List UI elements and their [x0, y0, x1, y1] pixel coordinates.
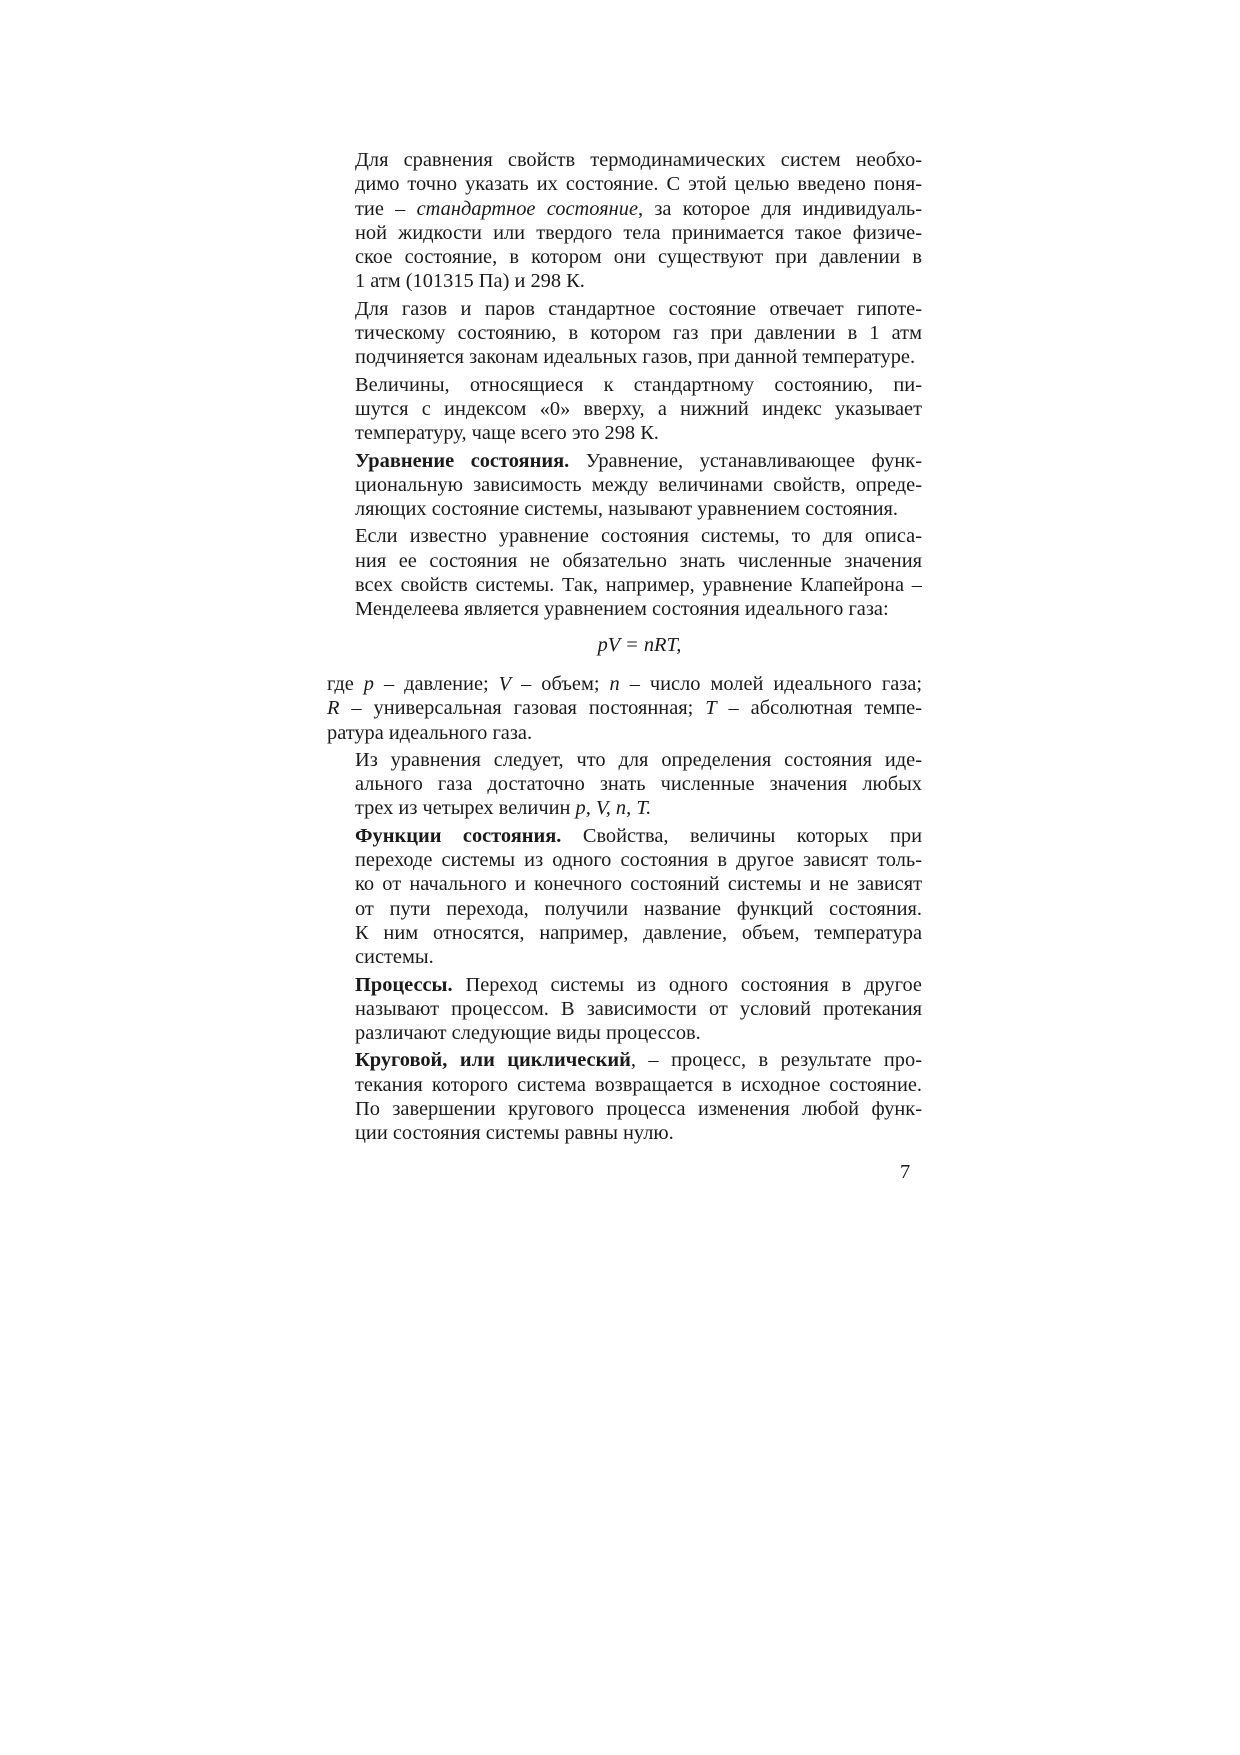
formula-ideal-gas: pV = nRT,: [597, 633, 682, 656]
text-line: [327, 696, 922, 720]
symbol-v: V: [498, 672, 512, 695]
text-run: , – процесс, в результате про-: [630, 1049, 922, 1072]
term-processes: Процессы.: [355, 973, 453, 996]
text-line: ляющих состояние системы, называют уравнением состояния.: [355, 498, 899, 521]
term-standard-state: стандартное состояние: [416, 197, 639, 220]
text-line: ское состояние, в котором они существуют при давлении в: [355, 246, 922, 269]
symbol-list: p, V, n, T.: [575, 797, 652, 820]
paragraph-consequence: [327, 748, 922, 821]
text-line: Если известно уравнение состояния системы, то для описа-: [355, 525, 922, 548]
text-line: [327, 796, 922, 820]
text-run: Свойства, величины которых при: [561, 824, 922, 847]
text-run: Переход системы из одного состояния в другое: [452, 973, 922, 996]
page-number: 7: [900, 1161, 911, 1183]
text-run: – абсолютная темпе-: [716, 697, 923, 720]
text-line: Для сравнения свойств термодинамических систем необхо-: [355, 149, 922, 171]
paragraph-processes: [327, 973, 922, 1046]
text-line: Из уравнения следует, что для определения состояния иде-: [355, 748, 922, 771]
paragraph-standard-state: [327, 148, 922, 294]
text-line: переходе системы из одного состояния в другое зависят толь-: [355, 849, 922, 872]
text-line: температуру, чаще всего это 298 К.: [355, 422, 659, 445]
text-line: Менделеева является уравнением состояния идеального газа:: [355, 598, 889, 621]
text-line: По завершении кругового процесса изменения любой функ-: [355, 1097, 922, 1120]
symbol-r: R: [327, 697, 340, 720]
term-state-functions: Функции состояния.: [355, 824, 562, 847]
text-line: шутся с индексом «0» вверху, а нижний индекс указывает: [355, 397, 922, 420]
symbol-n: n: [609, 672, 620, 695]
text-run: – универсальная газовая постоянная;: [339, 697, 706, 720]
text-line: ной жидкости или твердого тела принимается такое физиче-: [355, 221, 922, 244]
text-line: ния ее состояния не обязательно знать численные значения: [355, 549, 922, 572]
text-line: текания которого система возвращается в исходное состояние.: [355, 1073, 922, 1096]
text-line: называют процессом. В зависимости от условий протекания: [355, 997, 922, 1020]
text-line: ции состояния системы равны нулю.: [355, 1122, 674, 1145]
paragraph-clapeyron: [327, 524, 922, 621]
text-line: подчиняется законам идеальных газов, при данной температуре.: [355, 346, 916, 369]
text-line: ального газа достаточно знать численные значения любых: [355, 773, 922, 796]
text-line: [327, 1048, 922, 1072]
text-line: системы.: [355, 946, 434, 969]
text-line: Величины, относящиеся к стандартному состоянию, пи-: [355, 373, 922, 396]
text-line: [327, 973, 922, 997]
text-run: – давление;: [373, 672, 499, 695]
text-run: – число молей идеального газа;: [619, 672, 923, 695]
text-line: от пути перехода, получили название функций состояния.: [355, 897, 922, 920]
term-cyclic: Круговой, или циклический: [355, 1049, 631, 1072]
text-line: ко от начального и конечного состояний системы и не зависят: [355, 873, 922, 896]
text-run: тие –: [355, 197, 417, 220]
paragraph-gases: [327, 297, 922, 370]
text-run: , за которое для индивидуаль-: [638, 197, 922, 220]
text-line: [327, 672, 922, 696]
paragraph-cyclic-process: [327, 1048, 922, 1145]
text-line: 1 атм (101315 Па) и 298 К.: [355, 270, 585, 293]
text-line: [327, 197, 922, 221]
text-line: К ним относятся, например, давление, объем, температура: [355, 921, 922, 944]
text-run: – объем;: [511, 672, 610, 695]
term-equation-of-state: Уравнение состояния.: [355, 449, 570, 472]
symbol-t: T: [705, 697, 717, 720]
text-line: различают следующие виды процессов.: [355, 1022, 701, 1045]
symbol-p: p: [363, 672, 374, 695]
paragraph-equation-of-state: [327, 449, 922, 522]
text-run: где: [327, 672, 364, 695]
paragraph-index: [327, 373, 922, 446]
text-line: димо точно указать их состояние. С этой целью введено поня-: [355, 173, 922, 196]
text-line: ратура идеального газа.: [327, 721, 533, 744]
page-body: [327, 148, 922, 1149]
paragraph-variables: [327, 672, 922, 745]
text-run: трех из четырех величин: [355, 797, 576, 820]
text-line: всех свойств системы. Так, например, уравнение Клапейрона –: [355, 574, 922, 597]
paragraph-state-functions: [327, 824, 922, 970]
text-line: тическому состоянию, в котором газ при давлении в 1 атм: [355, 322, 922, 345]
text-line: [327, 824, 922, 848]
text-line: Для газов и паров стандартное состояние отвечает гипоте-: [355, 297, 922, 320]
text-line: циональную зависимость между величинами свойств, опреде-: [355, 473, 922, 496]
text-run: Уравнение, устанавливающее функ-: [569, 449, 922, 472]
text-line: [327, 449, 922, 473]
